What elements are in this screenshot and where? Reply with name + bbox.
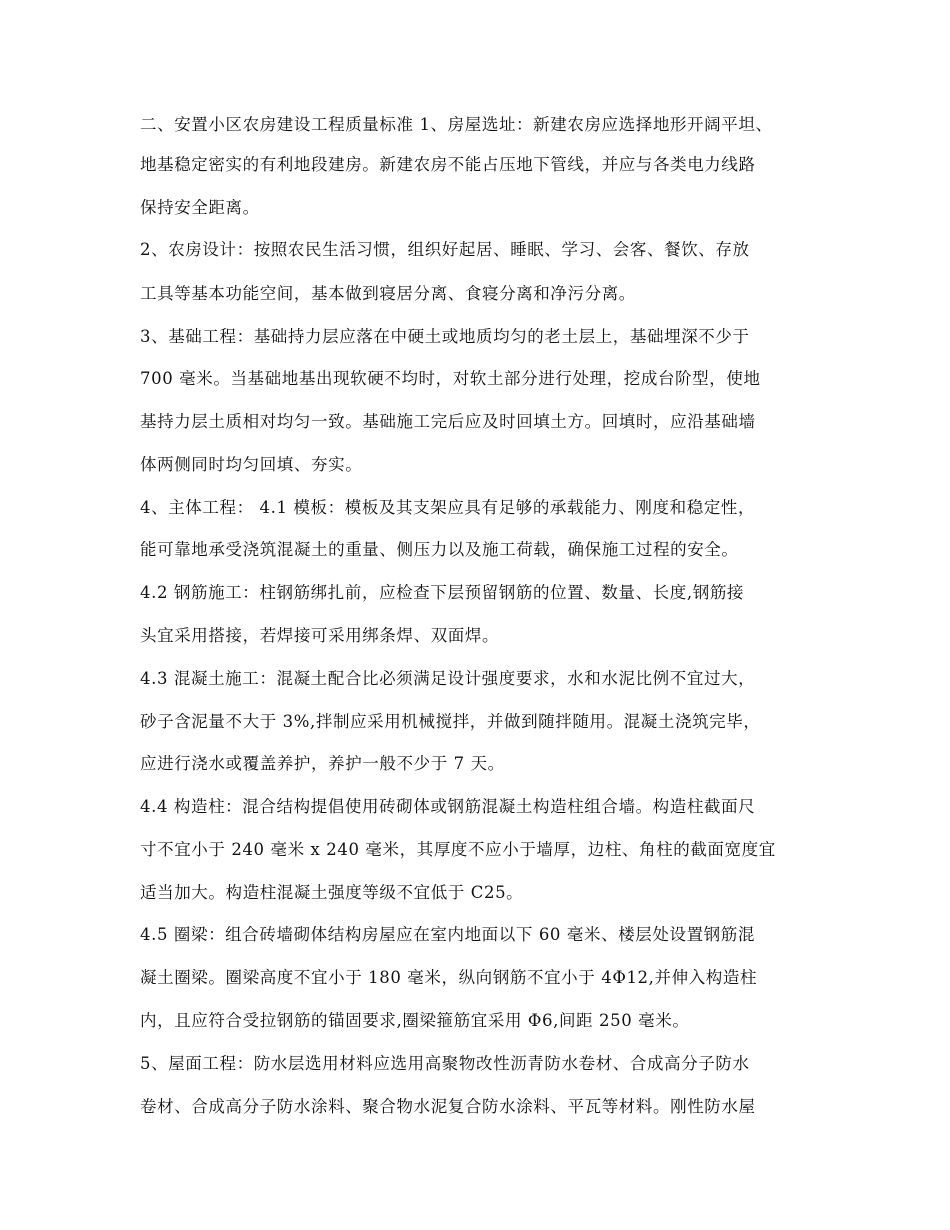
text-line: 4.5 圈梁：组合砖墙砌体结构房屋应在室内地面以下 60 毫米、楼层处设置钢筋混 xyxy=(140,925,755,944)
text-line: 2、农房设计：按照农民生活习惯，组织好起居、睡眠、学习、会客、餐饮、存放 xyxy=(140,240,750,259)
text-line: 内，且应符合受拉钢筋的锚固要求,圈梁箍筋宜采用 Φ6,间距 250 毫米。 xyxy=(140,1011,690,1030)
text-line: 能可靠地承受浇筑混凝土的重量、侧压力以及施工荷载，确保施工过程的安全。 xyxy=(140,540,739,559)
text-line: 适当加大。构造柱混凝土强度等级不宜低于 C25。 xyxy=(140,883,524,902)
text-line: 应进行浇水或覆盖养护，养护一般不少于 7 天。 xyxy=(140,754,505,773)
text-line: 保持安全距离。 xyxy=(140,198,260,217)
text-line: 寸不宜小于 240 毫米 x 240 毫米，其厚度不应小于墙厚，边柱、角柱的截面宽度宜 xyxy=(140,840,776,859)
text-line: 地基稳定密实的有利地段建房。新建农房不能占压地下管线，并应与各类电力线路 xyxy=(140,155,756,174)
text-line: 4.2 钢筋施工：柱钢筋绑扎前，应检查下层预留钢筋的位置、数量、长度,钢筋接 xyxy=(140,583,745,602)
text-line: 砂子含泥量不大于 3%,拌制应采用机械搅拌，并做到随拌随用。混凝土浇筑完毕， xyxy=(140,712,761,731)
text-line: 卷材、合成高分子防水涂料、聚合物水泥复合防水涂料、平瓦等材料。刚性防水屋 xyxy=(140,1097,756,1116)
text-line: 基持力层土质相对均匀一致。基础施工完后应及时回填土方。回填时，应沿基础墙 xyxy=(140,412,756,431)
text-line: 凝土圈梁。圈梁高度不宜小于 180 毫米，纵向钢筋不宜小于 4Φ12,并伸入构造柱 xyxy=(140,968,758,987)
text-line: 4.3 混凝土施工：混凝土配合比必须满足设计强度要求，水和水泥比例不宜过大， xyxy=(140,669,756,688)
text-line: 5、屋面工程：防水层选用材料应选用高聚物改性沥青防水卷材、合成高分子防水 xyxy=(140,1054,750,1073)
text-line: 4、主体工程： 4.1 模板：模板及其支架应具有足够的承载能力、刚度和稳定性， xyxy=(140,498,756,517)
text-line: 二、安置小区农房建设工程质量标准 1、房屋选址：新建农房应选择地形开阔平坦、 xyxy=(140,115,773,134)
text-line: 工具等基本功能空间，基本做到寝居分离、食寝分离和净污分离。 xyxy=(140,284,636,303)
text-line: 4.4 构造柱：混合结构提倡使用砖砌体或钢筋混凝土构造柱组合墙。构造柱截面尺 xyxy=(140,797,756,816)
text-line: 头宜采用搭接，若焊接可采用绑条焊、双面焊。 xyxy=(140,626,500,645)
text-line: 体两侧同时均匀回填、夯实。 xyxy=(140,455,363,474)
text-line: 700 毫米。当基础地基出现软硬不均时，对软土部分进行处理，挖成台阶型，使地 xyxy=(140,369,761,388)
text-line: 3、基础工程：基础持力层应落在中硬土或地质均匀的老土层上，基础埋深不少于 xyxy=(140,327,750,346)
